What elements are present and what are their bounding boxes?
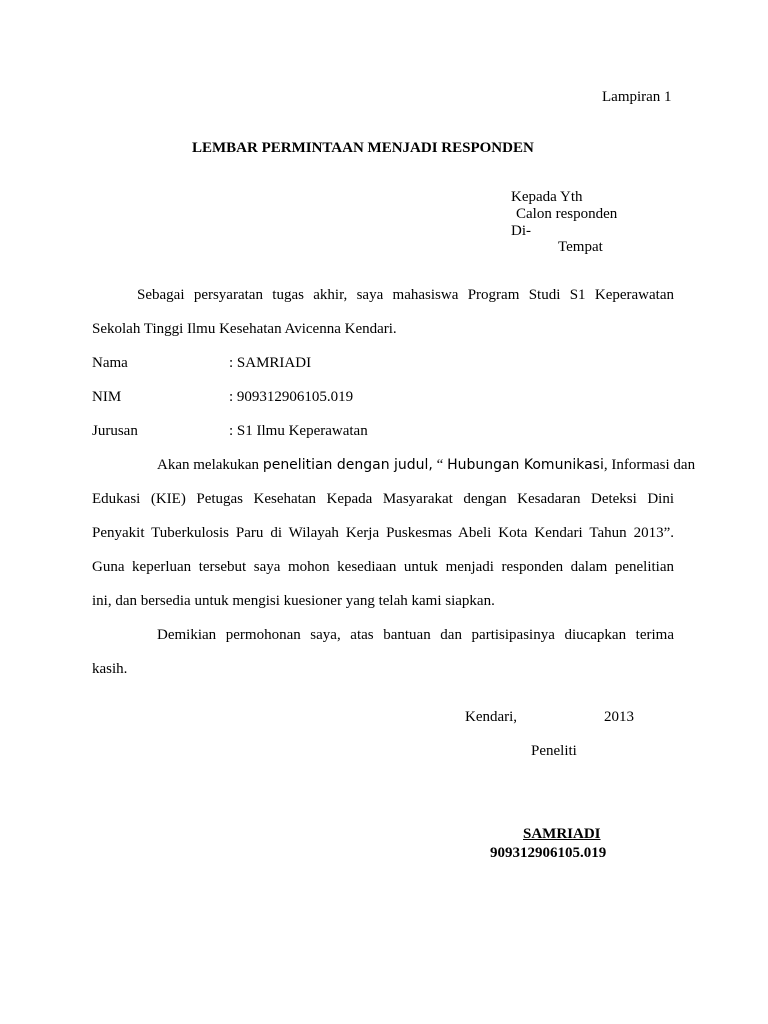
research-line-3: Penyakit Tuberkulosis Paru di Wilayah Kerja Puskesmas Abeli Kota Kendari Tahun 2013”.	[92, 525, 674, 541]
closing-line-2: kasih.	[92, 661, 128, 677]
major-label: Jurusan	[92, 423, 138, 439]
research-line-2: Edukasi (KIE) Petugas Kesehatan Kepada Masyarakat dengan Kesadaran Deteksi Dini	[92, 491, 674, 507]
research-line-4: Guna keperluan tersebut saya mohon kesediaan untuk menjadi responden dalam penelitian	[92, 559, 674, 575]
signature-year: 2013	[604, 709, 634, 725]
recipient-line-2: Calon responden	[516, 206, 618, 222]
recipient-line-3: Di-	[511, 223, 531, 239]
research-line-1	[157, 456, 696, 474]
signature-place: Kendari,	[465, 709, 518, 725]
recipient-line-4: Tempat	[558, 239, 603, 255]
recipient-line-1: Kepada Yth	[511, 189, 583, 205]
signature-nim: 909312906105.019	[490, 845, 607, 861]
nim-value: : 909312906105.019	[229, 389, 354, 405]
research-line-1-part-e: , Informasi dan	[603, 457, 696, 473]
research-line-1-part-a: Akan melakukan penelitian dengan judul, “ Hubungan Komunikasi, Informasi dan	[157, 457, 696, 473]
intro-line-2: Sekolah Tinggi Ilmu Kesehatan Avicenna Kendari.	[92, 321, 397, 337]
nim-label: NIM	[92, 389, 122, 405]
research-line-1-part-b: penelitian dengan judul,	[262, 457, 433, 473]
closing-line-1: Demikian permohonan saya, atas bantuan dan partisipasinya diucapkan terima	[157, 627, 674, 643]
name-label: Nama	[92, 355, 128, 371]
name-value: : SAMRIADI	[229, 355, 312, 371]
intro-line-1: Sebagai persyaratan tugas akhir, saya mahasiswa Program Studi S1 Keperawatan	[137, 287, 674, 303]
document-title: LEMBAR PERMINTAAN MENJADI RESPONDEN	[192, 140, 534, 156]
signature-role: Peneliti	[531, 743, 577, 759]
research-line-1-part-d: Hubungan Komunikasi	[447, 457, 604, 473]
research-line-5: ini, dan bersedia untuk mengisi kuesioner yang telah kami siapkan.	[92, 593, 495, 609]
major-value: : S1 Ilmu Keperawatan	[229, 423, 368, 439]
attachment-label: Lampiran 1	[602, 89, 672, 105]
research-line-1-part-c: “	[432, 457, 448, 473]
signature-name: SAMRIADI	[523, 826, 601, 842]
